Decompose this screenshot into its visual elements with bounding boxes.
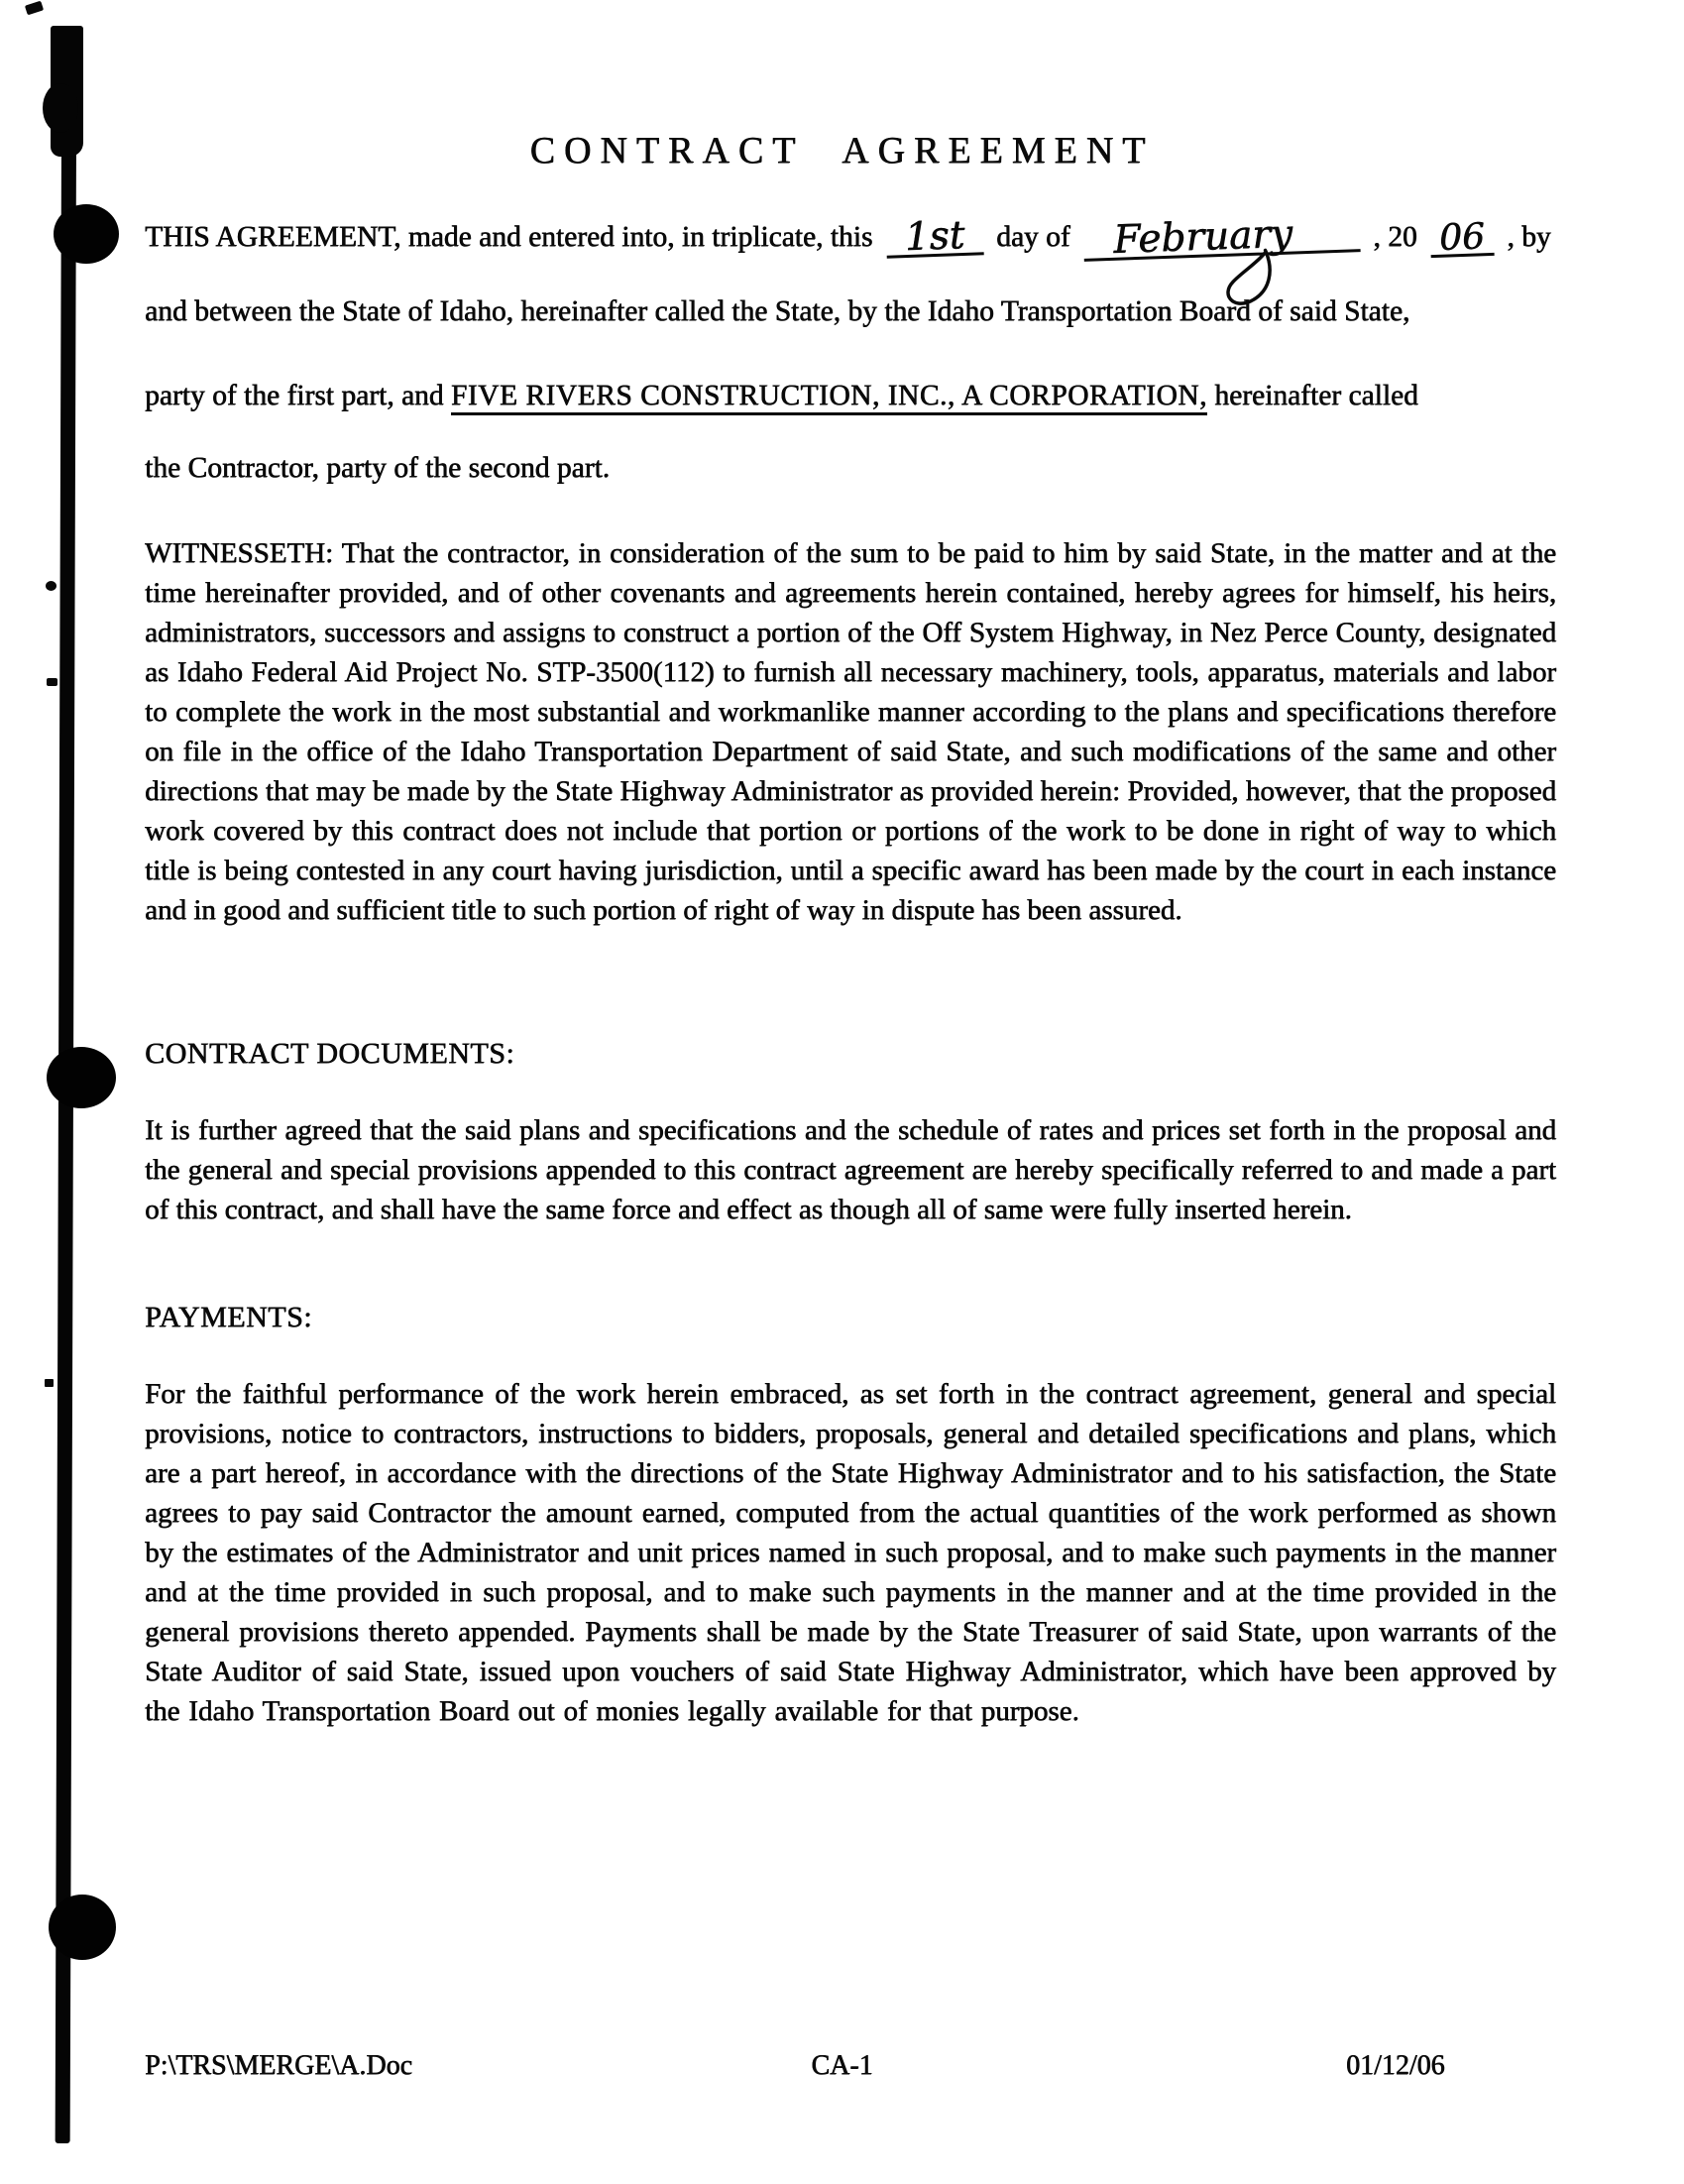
- payments-heading: PAYMENTS:: [145, 1301, 313, 1333]
- opening-line-1-mid: day of: [996, 221, 1070, 253]
- page-title: CONTRACT AGREEMENT: [529, 130, 1155, 172]
- opening-line-1-post: , by: [1507, 221, 1551, 253]
- opening-line-3-post: hereinafter called: [1206, 380, 1418, 411]
- handwritten-day-field: 1st: [885, 217, 983, 258]
- contract-documents-paragraph: It is further agreed that the said plans and specifications and the schedule of rates and prices set forth in the proposal and the general and special provisions appended to this contract agreement are hereby specifically referred to and made a part of this contract, and shall have the same force and effect as though all of same were fully inserted herein.: [145, 1114, 1556, 1225]
- opening-line-1-year-prefix: , 20: [1373, 221, 1417, 253]
- footer-page-number: CA-1: [811, 2050, 873, 2081]
- opening-line-1-pre: THIS AGREEMENT, made and entered into, in triplicate, this: [145, 221, 873, 253]
- binding-hole-top: [54, 204, 119, 264]
- opening-line-1: [145, 211, 1572, 263]
- binding-hole-bottom: [49, 1895, 116, 1960]
- opening-line-3: [145, 380, 1572, 412]
- contractor-name-underlined: FIVE RIVERS CONSTRUCTION, INC., A CORPORATION,: [451, 380, 1207, 415]
- payments-paragraph: For the faithful performance of the work herein embraced, as set forth in the contract agreement, general and special provisions, notice to contractors, instructions to bidders, proposals, general and detailed specifications and plans, which are a part hereof, in accordance with the directions of the State Highway Administrator and to his satisfaction, the State agrees to pay said Contractor the amount earned, computed from the actual quantities of the work performed as shown by the estimates of the Administrator and unit prices named in such proposal, and to make such payments in the manner and at the time provided in such proposal, and to make such payments in the manner and at the time provided in the general provisions thereto appended. Payments shall be made by the State Treasurer of said State, upon warrants of the State Auditor of said State, issued upon vouchers of said State Highway Administrator, which have been approved by the Idaho Transportation Board out of monies legally available for that purpose.: [145, 1378, 1556, 1727]
- footer-date: 01/12/06: [1346, 2050, 1445, 2081]
- witnesseth-paragraph: WITNESSETH: That the contractor, in consideration of the sum to be paid to him by said State, in the matter and at the time hereinafter provided, and of other covenants and agreements herein contained, hereby agrees for himself, his heirs, administrators, successors and assigns to construct a portion of the Off System Highway, in Nez Perce County, designated as Idaho Federal Aid Project No. STP-3500(112) to furnish all necessary machinery, tools, apparatus, materials and labor to complete the work in the most substantial and workmanlike manner according to the plans and specifications therefore on file in the office of the Idaho Transportation Department of said State, and such modifications of the same and other directions that may be made by the State Highway Administrator as provided herein: Provided, however, that the proposed work covered by this contract does not include that portion or portions of the work to be done in right of way to which title is being contested in any court having jurisdiction, until a specific award has been made by the court in each instance and in good and sufficient title to such portion of right of way in dispute has been assured.: [145, 537, 1556, 926]
- opening-line-2: and between the State of Idaho, hereinafter called the State, by the Idaho Transportation Board of said State,: [145, 295, 1410, 327]
- opening-line-3-pre: party of the first part, and: [145, 380, 451, 411]
- scan-speck: [25, 1, 44, 16]
- handwritten-month-text: February: [1112, 211, 1293, 263]
- contract-documents-heading: CONTRACT DOCUMENTS:: [145, 1037, 515, 1070]
- handwritten-month-field: [1083, 211, 1361, 263]
- scan-speck: [45, 1379, 54, 1387]
- binding-hole-middle: [47, 1047, 116, 1108]
- scan-speck: [46, 581, 56, 591]
- scan-speck: [47, 678, 57, 686]
- scan-binding-bulge: [43, 83, 78, 133]
- footer-file-path: P:\TRS\MERGE\A.Doc: [145, 2050, 412, 2081]
- handwritten-year-field: 06: [1430, 221, 1495, 259]
- opening-line-4: the Contractor, party of the second part.: [145, 452, 611, 484]
